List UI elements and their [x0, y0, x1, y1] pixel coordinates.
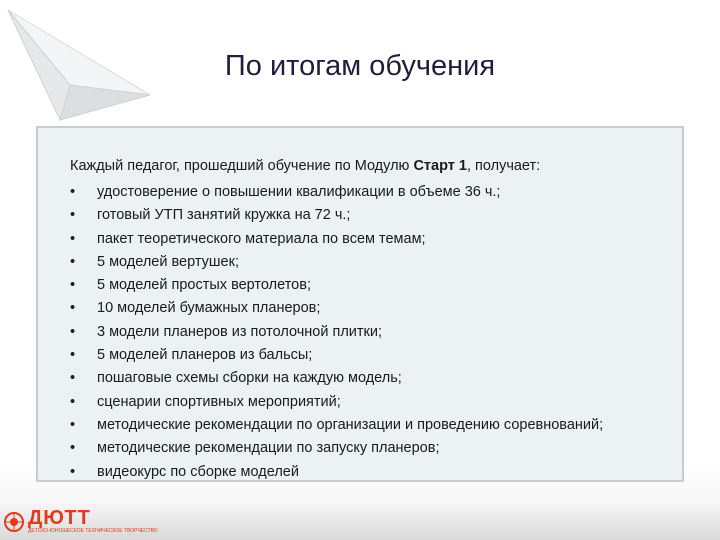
list-item-text: видеокурс по сборке моделей	[97, 463, 299, 480]
list-item-text: пакет теоретического материала по всем темам;	[97, 230, 426, 247]
bullet-icon: •	[70, 253, 76, 270]
bullet-icon: •	[70, 463, 76, 480]
bullet-icon: •	[70, 207, 76, 224]
intro-text	[70, 158, 540, 174]
list-item-text: 5 моделей простых вертолетов;	[97, 277, 311, 294]
module-name: Старт 1	[413, 158, 467, 174]
list-item-text: сценарии спортивных мероприятий;	[97, 393, 341, 410]
list-item-text: 3 модели планеров из потолочной плитки;	[97, 323, 382, 340]
list-item-text: готовый УТП занятий кружка на 72 ч.;	[97, 207, 351, 224]
list-item-text: пошаговые схемы сборки на каждую модель;	[97, 370, 402, 387]
list-item-text: 5 моделей вертушек;	[97, 253, 239, 270]
list-item-text: 5 моделей планеров из бальсы;	[97, 347, 313, 364]
bullet-icon: •	[70, 370, 76, 387]
bullet-icon: •	[70, 300, 76, 317]
bullet-icon: •	[70, 277, 76, 294]
paper-plane-icon	[0, 0, 160, 140]
list-item-text: 10 моделей бумажных планеров;	[97, 300, 321, 317]
intro-after: , получает:	[466, 158, 541, 174]
list-item-text: удостоверение о повышении квалификации в объеме 36 ч.;	[97, 184, 501, 200]
bullet-icon: •	[70, 184, 76, 200]
list-item-text: методические рекомендации по организации и проведению соревнований;	[97, 416, 604, 433]
bullet-icon: •	[70, 440, 76, 457]
list-item-text: методические рекомендации по запуску планеров;	[97, 440, 440, 457]
bullet-icon: •	[70, 230, 76, 247]
logo-subtitle: ДЕТСКО-ЮНОШЕСКОЕ ТЕХНИЧЕСКОЕ ТВОРЧЕСТВО	[28, 528, 158, 534]
slide-title: По итогам обучения	[224, 50, 496, 82]
bullet-icon: •	[70, 393, 76, 410]
bullet-icon: •	[70, 416, 76, 433]
logo-text: ДЮТТ	[28, 507, 91, 529]
content-panel	[36, 126, 684, 482]
bullet-icon: •	[70, 323, 76, 340]
intro-before: Каждый педагог, прошедший обучение по Модулю	[70, 158, 414, 174]
logo-wordmark	[2, 507, 158, 538]
bullet-icon: •	[70, 347, 76, 364]
